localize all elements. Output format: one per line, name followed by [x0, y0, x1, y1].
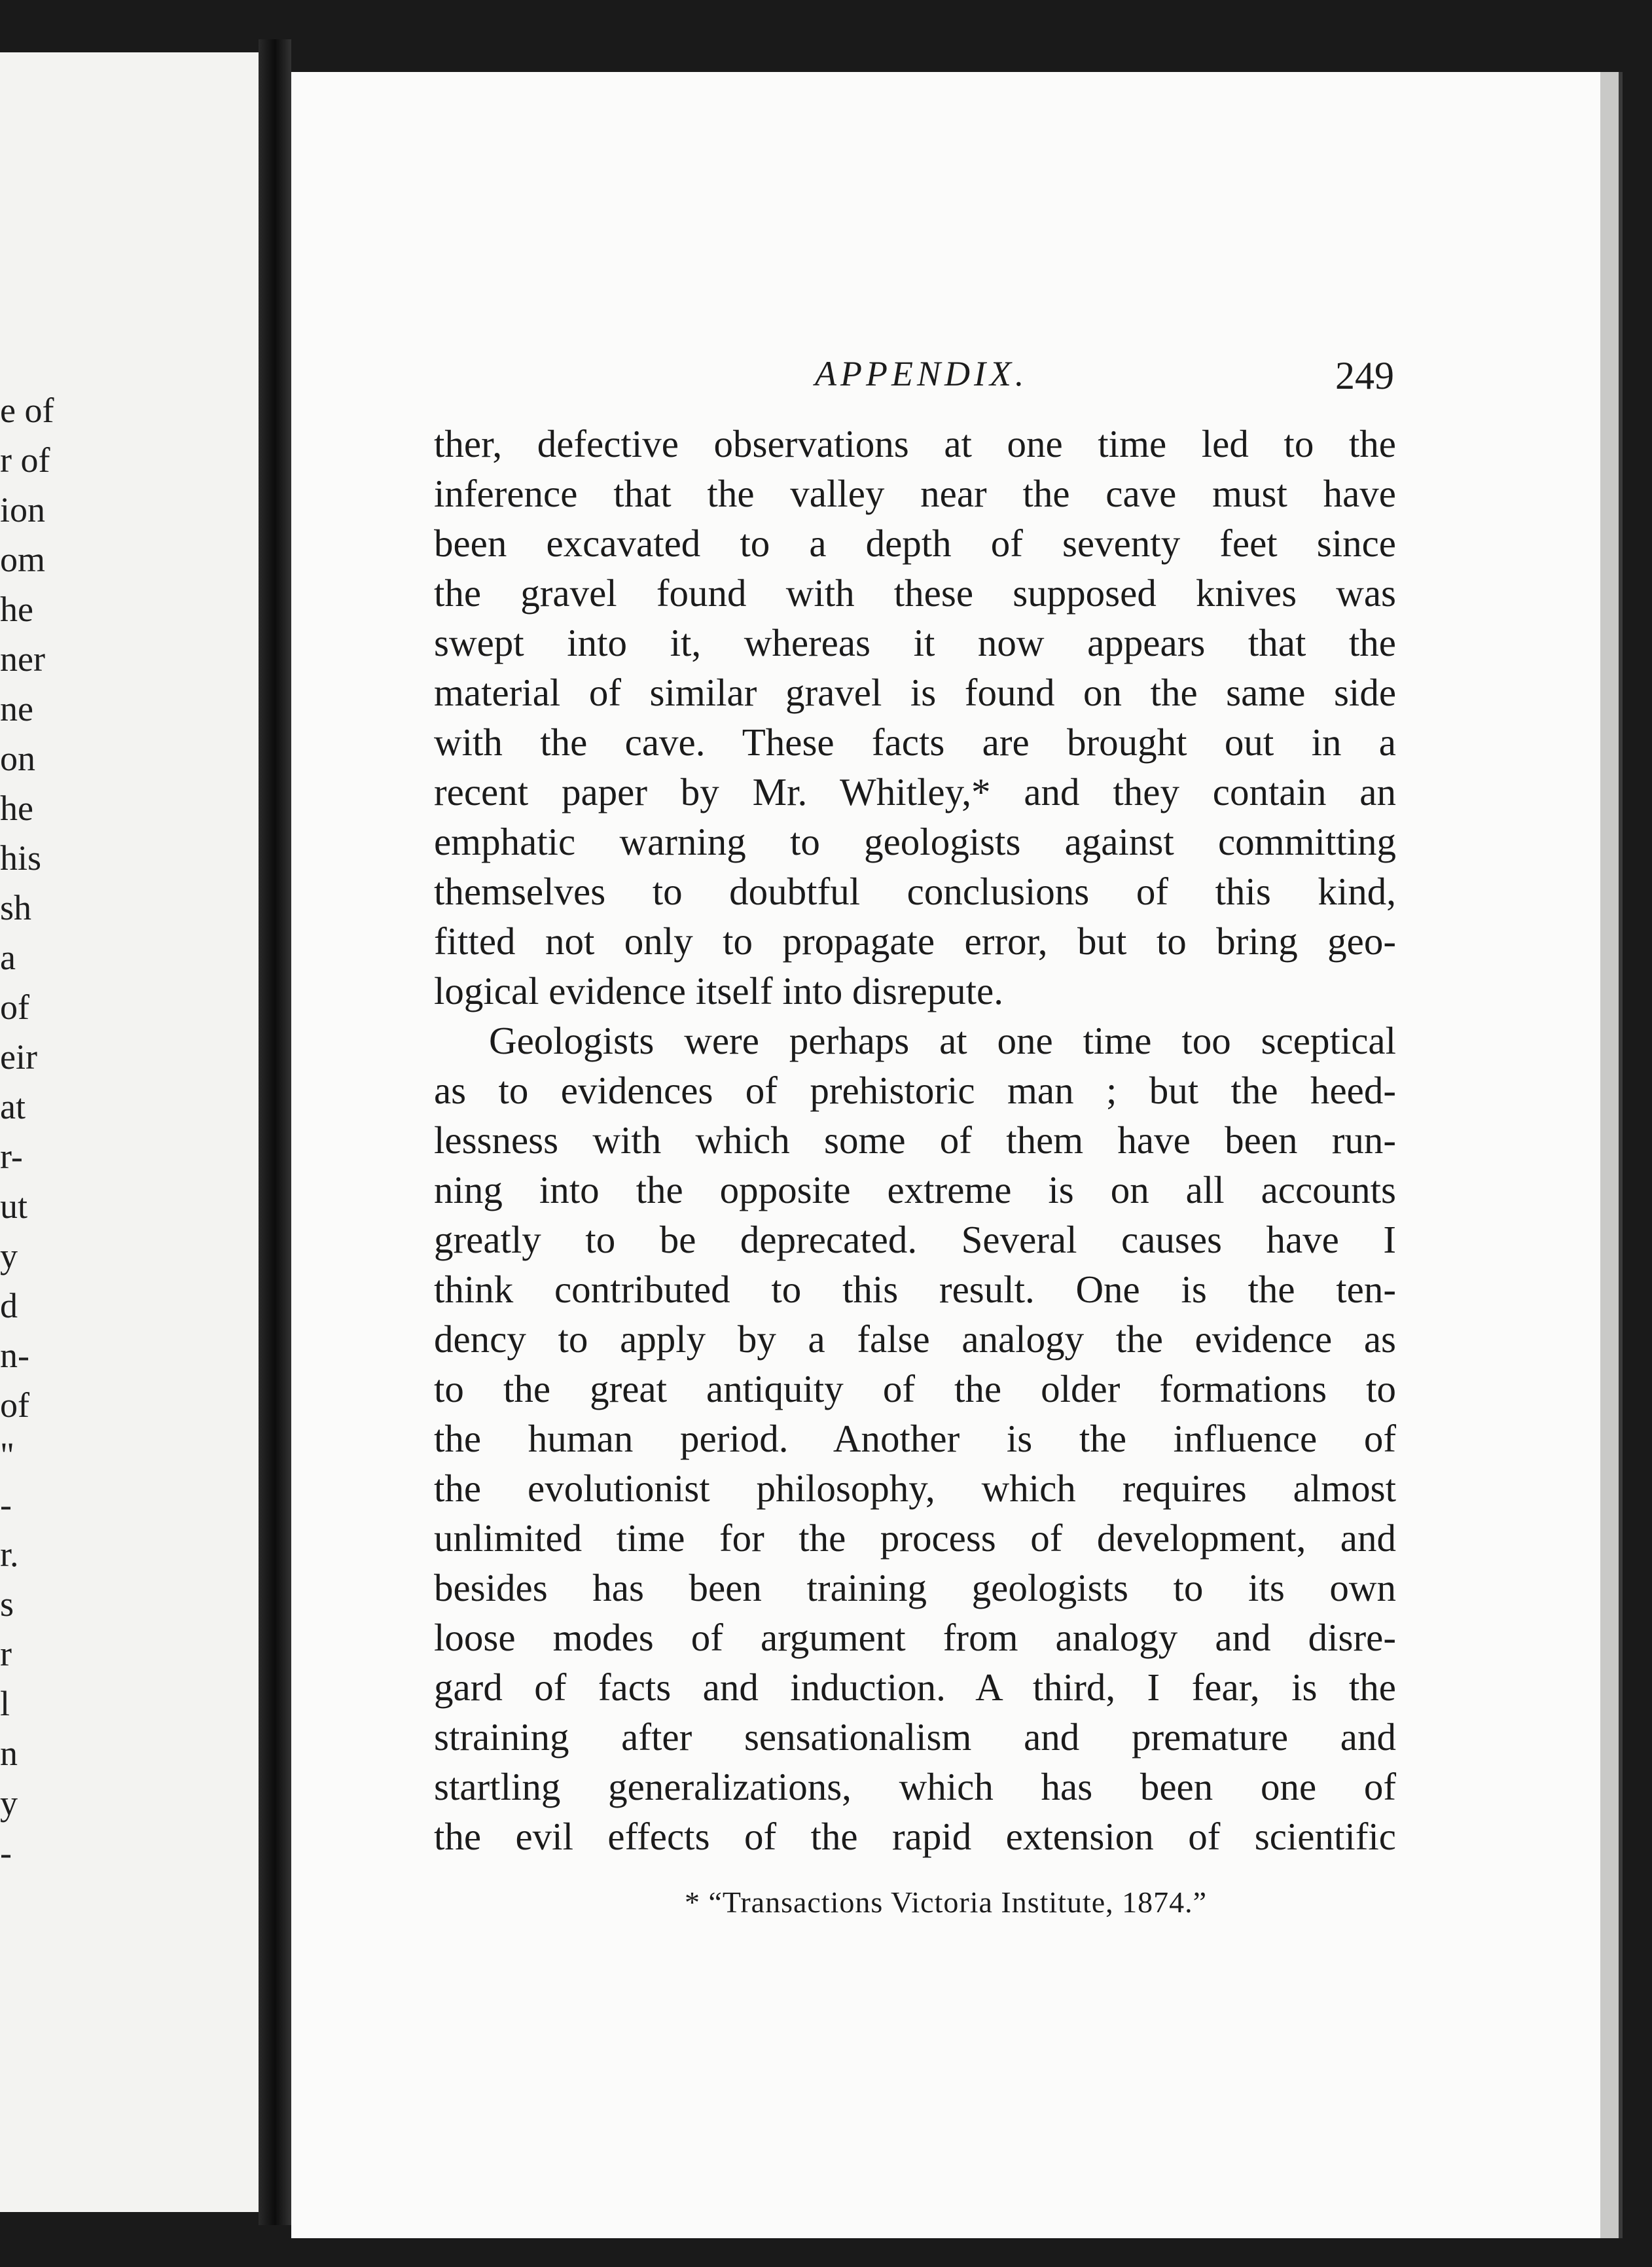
- facing-page-fragment: on: [0, 739, 35, 778]
- text-line: the gravel found with these supposed knives was: [434, 571, 1396, 615]
- text-line: logical evidence itself into disrepute.: [434, 969, 1003, 1012]
- facing-page-fragment: r: [0, 1634, 12, 1673]
- facing-page-fragment: n: [0, 1734, 18, 1773]
- facing-page-fragment: ion: [0, 490, 46, 529]
- text-line: lessness with which some of them have been run-: [434, 1118, 1396, 1162]
- book-gutter: [259, 39, 291, 2225]
- text-line: unlimited time for the process of development, and: [434, 1516, 1396, 1560]
- text-line: material of similar gravel is found on the same side: [434, 671, 1396, 714]
- paragraph: [434, 1016, 1396, 1861]
- text-line: straining after sensationalism and premature and: [434, 1715, 1396, 1758]
- text-line: dency to apply by a false analogy the evidence as: [434, 1317, 1396, 1361]
- facing-page-fragment: r-: [0, 1137, 23, 1176]
- text-line: with the cave. These facts are brought out in a: [434, 721, 1396, 764]
- facing-page-fragment: he: [0, 590, 33, 629]
- footnote: * “Transactions Victoria Institute, 1874.”: [684, 1885, 1208, 1919]
- text-line: think contributed to this result. One is the ten-: [434, 1268, 1396, 1311]
- running-head: [291, 353, 1394, 406]
- text-line: ning into the opposite extreme is on all accounts: [434, 1168, 1396, 1211]
- facing-page-fragment: of: [0, 988, 29, 1027]
- facing-page-fragment: y: [0, 1783, 18, 1823]
- facing-page-fragment: he: [0, 789, 33, 828]
- text-line: the human period. Another is the influence of: [434, 1417, 1396, 1460]
- facing-page: [0, 52, 259, 2212]
- text-line: been excavated to a depth of seventy feet since: [434, 522, 1396, 565]
- facing-page-fragment: ner: [0, 639, 45, 679]
- text-line: greatly to be deprecated. Several causes have I: [434, 1218, 1396, 1261]
- text-line: ther, defective observations at one time led to the: [434, 422, 1396, 465]
- paragraph: [434, 419, 1396, 1016]
- text-line: the evolutionist philosophy, which requires almost: [434, 1467, 1396, 1510]
- text-line: startling generalizations, which has been one of: [434, 1765, 1396, 1808]
- text-line: gard of facts and induction. A third, I fear, is the: [434, 1666, 1396, 1709]
- facing-page-fragment: at: [0, 1087, 26, 1126]
- page-number: 249: [1335, 354, 1394, 397]
- text-line: fitted not only to propagate error, but to bring geo-: [434, 919, 1396, 963]
- facing-page-fragment: y: [0, 1236, 18, 1276]
- facing-page-fragment: sh: [0, 888, 32, 927]
- book-page: [291, 72, 1619, 2238]
- facing-page-fragment: r of: [0, 440, 50, 480]
- running-title: APPENDIX.: [815, 354, 1028, 393]
- facing-page-fragment: l: [0, 1684, 10, 1723]
- text-line: Geologists were perhaps at one time too sceptical: [489, 1019, 1396, 1062]
- text-line: emphatic warning to geologists against committing: [434, 820, 1396, 863]
- facing-page-fragment: r.: [0, 1535, 19, 1574]
- text-line: loose modes of argument from analogy and disre-: [434, 1616, 1396, 1659]
- text-line: to the great antiquity of the older formations to: [434, 1367, 1396, 1410]
- facing-page-fragment: a: [0, 938, 16, 977]
- facing-page-fragment: ut: [0, 1187, 28, 1226]
- facing-page-fragment: s: [0, 1584, 14, 1624]
- facing-page-fragment: n-: [0, 1336, 29, 1375]
- text-line: recent paper by Mr. Whitley,* and they contain an: [434, 770, 1396, 813]
- body-text: [434, 419, 1396, 1861]
- facing-page-fragment: ne: [0, 689, 33, 728]
- facing-page-fragment: e of: [0, 391, 54, 430]
- text-line: besides has been training geologists to its own: [434, 1566, 1396, 1609]
- text-line: themselves to doubtful conclusions of this kind,: [434, 870, 1396, 913]
- facing-page-fragment: -: [0, 1833, 12, 1872]
- facing-page-fragment: d: [0, 1286, 18, 1325]
- facing-page-fragment: eir: [0, 1037, 37, 1077]
- facing-page-fragment: om: [0, 540, 46, 579]
- text-line: swept into it, whereas it now appears that the: [434, 621, 1396, 664]
- text-line: as to evidences of prehistoric man ; but the heed-: [434, 1069, 1396, 1112]
- text-line: inference that the valley near the cave must have: [434, 472, 1396, 515]
- facing-page-fragment: ": [0, 1435, 15, 1474]
- facing-page-fragment: his: [0, 838, 42, 878]
- facing-page-fragment: of: [0, 1385, 29, 1425]
- facing-page-fragment: -: [0, 1485, 12, 1524]
- text-line: the evil effects of the rapid extension of scientific: [434, 1815, 1396, 1858]
